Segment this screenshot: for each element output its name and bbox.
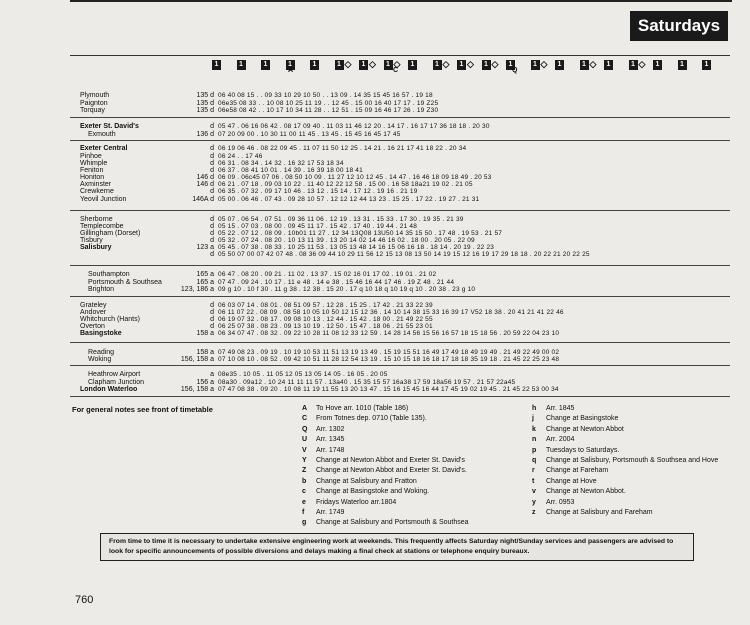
station-name: Plymouth bbox=[80, 92, 110, 99]
footnote bbox=[532, 446, 718, 456]
footnote-text: Arr. 1749 bbox=[316, 509, 345, 517]
footnote bbox=[302, 435, 469, 445]
column-letter: Q bbox=[512, 67, 518, 74]
table-ref: 158 a bbox=[196, 349, 214, 356]
table-ref: d bbox=[210, 230, 214, 237]
station-name: Basingstoke bbox=[80, 330, 122, 337]
row-times: 05 47 . 06 16 06 42 . 08 17 09 40 . 11 03 11 46 12 20 . 14 17 . 16 17 17 36 18 18 . 20 30 bbox=[218, 123, 490, 130]
row-group-separator bbox=[70, 296, 730, 297]
row-times: 06e35 08 33 . . 10 08 10 25 11 19 . . 12 45 . 15 00 16 40 17 17 . 19 Z25 bbox=[218, 100, 439, 107]
footnote-key: b bbox=[302, 477, 307, 485]
footnote-key: g bbox=[302, 519, 307, 527]
table-ref: 146A d bbox=[192, 196, 214, 203]
footnote bbox=[302, 498, 469, 508]
row-group-separator bbox=[70, 210, 730, 211]
footnote-key: Z bbox=[302, 467, 307, 475]
row-group-separator bbox=[70, 396, 730, 397]
station-name: Gillingham (Dorset) bbox=[80, 230, 141, 237]
footnote-key: C bbox=[302, 415, 308, 423]
footnotes-left bbox=[302, 404, 469, 529]
table-ref: 136 d bbox=[196, 131, 214, 138]
row-times: 06 09 . 06c45 07 06 . 08 50 10 09 . 11 27 12 10 12 45 . 14 47 . 16 46 18 09 18 49 . 20 53 bbox=[218, 174, 492, 181]
footnote bbox=[302, 404, 469, 414]
station-name: Andover bbox=[80, 309, 107, 316]
table-ref: 123, 186 a bbox=[180, 286, 214, 293]
table-ref: 123 a bbox=[196, 244, 214, 251]
footnote-key: Y bbox=[302, 457, 307, 465]
row-times: 07 47 . 09 24 . 10 17 . 11 e 48 . 14 e 38 . 15 46 16 44 17 46 . 19 Z 48 . 21 44 bbox=[218, 279, 455, 286]
footnote bbox=[532, 498, 718, 508]
footnote bbox=[302, 477, 469, 487]
row-times: 05 07 . 06 54 . 07 51 . 09 36 11 06 . 12 19 . 13 31 . 15 33 . 17 30 . 19 35 . 21 39 bbox=[218, 216, 464, 223]
table-ref: 135 d bbox=[196, 107, 214, 114]
station-name: Crewkerne bbox=[80, 188, 114, 195]
row-times: 06 40 08 15 . . 09 33 10 29 10 50 . . 13 09 . 14 35 15 45 16 57 . 19 18 bbox=[218, 92, 433, 99]
page-number: 760 bbox=[75, 594, 94, 606]
footnote bbox=[302, 446, 469, 456]
footnote bbox=[532, 508, 718, 518]
station-name: Paignton bbox=[80, 100, 108, 107]
station-name: Grateley bbox=[80, 302, 107, 309]
footnote-key: e bbox=[302, 498, 306, 506]
column-symbol: 1 bbox=[604, 60, 613, 70]
row-times: 09 g 10 . 10 f 30 . 11 g 38 . 12 38 . 15 20 . 17 q 10 18 q 10 19 q 10 . 20 38 . 23 g 10 bbox=[218, 286, 476, 293]
station-name: Pinhoe bbox=[80, 153, 102, 160]
footnote-text: Arr. 0953 bbox=[546, 498, 575, 506]
row-times: 06 24 . . 17 46 bbox=[218, 153, 263, 160]
table-ref: a bbox=[210, 371, 214, 378]
station-name: Brighton bbox=[88, 286, 115, 293]
table-ref: d bbox=[210, 160, 214, 167]
footnote-key: p bbox=[532, 446, 537, 454]
footnote-key: q bbox=[532, 457, 537, 465]
row-times: 06 37 . 08 41 10 01 . 14 39 . 16 39 18 00 18 41 bbox=[218, 167, 363, 174]
station-name: Exmouth bbox=[88, 131, 116, 138]
footnote-key: z bbox=[532, 509, 536, 517]
footnote bbox=[302, 414, 469, 424]
footnote-key: y bbox=[532, 498, 536, 506]
top-rule bbox=[70, 0, 732, 2]
row-times: 05 32 . 07 24 . 08 20 . 10 13 11 39 . 13 20 14 02 14 46 16 02 . 18 00 . 20 05 . 22 09 bbox=[218, 237, 475, 244]
station-name: Whitchurch (Hants) bbox=[80, 316, 140, 323]
station-name: Yeovil Junction bbox=[80, 196, 127, 203]
row-group-separator bbox=[70, 365, 730, 366]
footnote bbox=[302, 518, 469, 528]
station-name: Sherborne bbox=[80, 216, 113, 223]
day-banner: Saturdays bbox=[630, 11, 728, 41]
station-name: Tisbury bbox=[80, 237, 103, 244]
footnote bbox=[532, 425, 718, 435]
footnote-text: Arr. 1748 bbox=[316, 446, 345, 454]
row-group-separator bbox=[70, 265, 730, 266]
column-letter: A bbox=[288, 67, 294, 74]
footnote-text: To Hove arr. 1010 (Table 186) bbox=[316, 405, 409, 412]
footnote-text: Change at Hove bbox=[546, 477, 597, 485]
table-ref: 156, 158 a bbox=[180, 356, 214, 363]
table-ref: d bbox=[210, 188, 214, 195]
station-name: Templecombe bbox=[80, 223, 124, 230]
column-symbol: 1 bbox=[506, 60, 515, 70]
table-ref: d bbox=[210, 309, 214, 316]
footnote-text: Arr. 1345 bbox=[316, 436, 345, 444]
row-times: 05 00 . 06 46 . 07 43 . 09 28 10 57 . 12 12 12 44 13 23 . 15 25 . 17 22 . 19 27 . 21 31 bbox=[218, 196, 480, 203]
row-times: 06 21 . 07 18 . 09 03 10 22 . 11 40 12 22 12 58 . 15 00 . 16 58 18a21 19 02 . 21 05 bbox=[218, 181, 473, 188]
table-ref: d bbox=[210, 145, 214, 152]
row-group-separator bbox=[70, 342, 730, 343]
column-symbol: 1 bbox=[678, 60, 687, 70]
footnote-text: From Totnes dep. 0710 (Table 135). bbox=[316, 415, 427, 423]
footnote bbox=[302, 466, 469, 476]
column-symbol: 1 ◇ bbox=[531, 60, 540, 70]
column-symbol: 1 ◇ bbox=[629, 60, 638, 70]
footnote bbox=[302, 425, 469, 435]
footnote-key: h bbox=[532, 405, 537, 412]
table-ref: 156, 158 a bbox=[180, 386, 214, 393]
footnote bbox=[532, 466, 718, 476]
footnote-key: j bbox=[532, 415, 534, 423]
column-symbol: 1 bbox=[286, 60, 295, 70]
footnote-text: Arr. 2004 bbox=[546, 436, 575, 444]
footnote-text: Change at Newton Abbot and Exeter St. David's. bbox=[316, 467, 467, 475]
footnote bbox=[302, 487, 469, 497]
footnote-key: n bbox=[532, 436, 537, 444]
table-ref: d bbox=[210, 153, 214, 160]
row-times: 07 20 09 00 . 10 30 11 00 11 45 . 13 45 . 15 45 16 45 17 45 bbox=[218, 131, 401, 138]
station-name: Heathrow Airport bbox=[88, 371, 141, 378]
table-ref: 156 a bbox=[196, 379, 214, 386]
footnote-key: t bbox=[532, 477, 535, 485]
station-name: Overton bbox=[80, 323, 105, 330]
footnotes-right bbox=[532, 404, 718, 518]
row-times: 06 25 07 38 . 08 23 . 09 13 10 19 . 12 50 . 15 47 . 18 06 . 21 55 23 01 bbox=[218, 323, 433, 330]
table-ref: d bbox=[210, 323, 214, 330]
table-ref: 146 d bbox=[196, 181, 214, 188]
footnote-key: Q bbox=[302, 425, 308, 433]
footnote-key: f bbox=[302, 509, 305, 517]
row-times: 06 47 . 08 20 . 09 21 . 11 02 . 13 37 . 15 02 16 01 17 02 . 19 01 . 21 02 bbox=[218, 271, 437, 278]
row-times: 05 15 . 07 03 . 08 00 . 09 45 11 17 . 15 42 . 17 40 . 19 44 . 21 48 bbox=[218, 223, 418, 230]
row-times: 06 11 07 22 . 08 09 . 08 58 10 05 10 50 12 15 12 36 . 14 10 14 38 15 33 16 39 17 V52 18 38 . 20 41 21 41 22 46 bbox=[218, 309, 564, 316]
column-symbol: 1 bbox=[310, 60, 319, 70]
station-name: Exeter St. David's bbox=[80, 123, 139, 130]
footnote bbox=[532, 404, 718, 414]
column-symbol: 1 bbox=[702, 60, 711, 70]
row-times: 06e58 08 42 . . 10 17 10 34 11 28 . . 12 51 . 15 09 16 46 17 26 . 19 Z30 bbox=[218, 107, 439, 114]
footnote-key: U bbox=[302, 436, 308, 444]
station-name: Southampton bbox=[88, 271, 130, 278]
station-name: Portsmouth & Southsea bbox=[88, 279, 162, 286]
footnote-text: Change at Newton Abbot and Exeter St. David's bbox=[316, 457, 465, 465]
footnote-text: Change at Salisbury, Portsmouth & Southsea and Hove bbox=[546, 457, 719, 465]
footnote bbox=[532, 414, 718, 424]
footnote-key: k bbox=[532, 425, 536, 433]
row-times: 05 50 07 00 07 42 07 48 . 08 36 09 44 10 29 11 56 12 15 13 08 13 50 14 19 15 12 16 19 17 29 18 18 . 20 22 21 20 22 25 bbox=[218, 251, 590, 258]
row-times: 06 19 07 32 . 08 17 . 09 08 10 13 . 12 44 . 15 42 . 18 00 . 21 49 22 55 bbox=[218, 316, 433, 323]
row-times: 05 45 . 07 38 . 08 33 . 10 25 11 53 . 13 05 13 48 14 16 15 06 16 18 . 18 14 . 20 19 . 22 23 bbox=[218, 244, 495, 251]
table-ref: d bbox=[210, 316, 214, 323]
footnote-text: Arr. 1845 bbox=[546, 405, 575, 412]
column-symbol: 1 ◇ bbox=[384, 60, 393, 70]
footnote-text: Change at Basingstoke and Woking. bbox=[316, 488, 430, 496]
footnote-text: Change at Newton Abbot. bbox=[546, 488, 626, 496]
row-times: 06 34 07 47 . 08 32 . 09 22 10 28 11 08 12 33 12 59 . 14 28 14 56 15 56 16 57 18 15 18 56 . 20 59 22 04 23 10 bbox=[218, 330, 560, 337]
footnote-text: Change at Basingstoke bbox=[546, 415, 619, 423]
column-symbol: 1 bbox=[408, 60, 417, 70]
row-group-separator bbox=[70, 140, 730, 141]
table-ref: 135 d bbox=[196, 92, 214, 99]
column-symbol: 1 ◇ bbox=[335, 60, 344, 70]
row-times: 07 10 08 10 . 08 52 . 09 42 10 51 11 28 12 54 13 19 . 15 10 15 18 16 18 17 18 18 35 19 18 . 21 45 22 25 23 48 bbox=[218, 356, 560, 363]
row-times: 07 47 08 38 . 09 20 . 10 08 11 19 11 55 13 20 13 47 . 15 16 15 45 16 44 17 45 19 02 19 45 . 21 45 22 53 00 34 bbox=[218, 386, 559, 393]
table-ref: d bbox=[210, 123, 214, 130]
footnote-key: c bbox=[302, 488, 306, 496]
column-symbol: 1 bbox=[653, 60, 662, 70]
station-name: Honiton bbox=[80, 174, 105, 181]
row-times: 05 22 . 07 12 . 08 09 . 10b01 11 27 . 12 34 13Q08 13U50 14 35 15 50 . 17 48 . 19 53 . 21 57 bbox=[218, 230, 503, 237]
station-name: Feniton bbox=[80, 167, 104, 174]
column-symbol: 1 bbox=[212, 60, 221, 70]
footnote-text: Arr. 1302 bbox=[316, 425, 345, 433]
station-name: London Waterloo bbox=[80, 386, 138, 393]
table-ref: 146 d bbox=[196, 174, 214, 181]
station-name: Whimple bbox=[80, 160, 108, 167]
station-name: Torquay bbox=[80, 107, 105, 114]
column-symbol: 1 bbox=[555, 60, 564, 70]
footnote-text: Change at Salisbury and Fratton bbox=[316, 477, 417, 485]
footnote bbox=[532, 487, 718, 497]
footnote-key: V bbox=[302, 446, 307, 454]
footnote-text: Change at Salisbury and Portsmouth & Southsea bbox=[316, 519, 469, 527]
column-symbol: 1 ◇ bbox=[359, 60, 368, 70]
footnote-text: Change at Fareham bbox=[546, 467, 609, 475]
table-ref: d bbox=[210, 302, 214, 309]
table-ref: 158 a bbox=[196, 330, 214, 337]
footnote bbox=[532, 456, 718, 466]
row-times: 08a30 . 09a12 . 10 24 11 11 11 57 . 13a40 . 15 35 15 57 16a38 17 59 18a56 19 57 . 21 57 22a45 bbox=[218, 379, 516, 386]
footnote bbox=[302, 456, 469, 466]
table-ref: d bbox=[210, 216, 214, 223]
table-ref: d bbox=[210, 251, 214, 258]
engineering-notice: From time to time it is necessary to undertake extensive engineering work at weekends. This frequently affects Saturday night/Sunday services and passengers are advised to look for specific announcements of possible diversions and delays making a final check at stations or telephone enquiry bureaux. bbox=[100, 533, 694, 561]
column-symbol: 1 ◇ bbox=[482, 60, 491, 70]
station-name: Clapham Junction bbox=[88, 379, 145, 386]
column-symbol: 1 ◇ bbox=[580, 60, 589, 70]
table-ref: d bbox=[210, 237, 214, 244]
table-ref: 135 d bbox=[196, 100, 214, 107]
footnote-text: Tuesdays to Saturdays. bbox=[546, 446, 620, 454]
station-name: Exeter Central bbox=[80, 145, 128, 152]
row-times: 06 03 07 14 . 08 01 . 08 51 09 57 . 12 28 . 15 25 . 17 42 . 21 33 22 39 bbox=[218, 302, 433, 309]
footnote-text: Change at Salisbury and Fareham bbox=[546, 509, 653, 517]
station-name: Axminster bbox=[80, 181, 112, 188]
footnote-key: v bbox=[532, 488, 536, 496]
footnote-text: Change at Newton Abbot bbox=[546, 425, 624, 433]
column-symbol: 1 ◇ bbox=[433, 60, 442, 70]
column-symbol: 1 bbox=[261, 60, 270, 70]
column-letter: C bbox=[393, 67, 399, 74]
column-symbol: 1 bbox=[237, 60, 246, 70]
row-times: 07 49 08 23 . 09 19 . 10 19 10 53 11 51 13 19 13 49 . 15 19 15 51 16 49 17 49 18 49 19 49 . 21 49 22 49 00 02 bbox=[218, 349, 560, 356]
table-ref: d bbox=[210, 167, 214, 174]
table-ref: d bbox=[210, 223, 214, 230]
station-name: Reading bbox=[88, 349, 115, 356]
footnote bbox=[302, 508, 469, 518]
footnote bbox=[532, 477, 718, 487]
row-group-separator bbox=[70, 117, 730, 118]
station-name: Woking bbox=[88, 356, 112, 363]
column-symbol: 1 ◇ bbox=[457, 60, 466, 70]
row-times: 08e35 . 10 05 . 11 05 12 05 13 05 14 05 . 16 05 . 20 05 bbox=[218, 371, 388, 378]
footnote-key: r bbox=[532, 467, 535, 475]
footnote bbox=[532, 435, 718, 445]
row-times: 06 35 . 07 32 . 09 17 10 46 . 13 12 . 15 14 . 17 12 . 19 16 . 21 19 bbox=[218, 188, 418, 195]
row-times: 06 19 06 46 . 08 22 09 45 . 11 07 11 50 12 25 . 14 21 . 16 21 17 41 18 22 . 20 34 bbox=[218, 145, 467, 152]
row-times: 06 31 . 08 34 . 14 32 . 16 32 17 53 18 34 bbox=[218, 160, 344, 167]
footnote-key: A bbox=[302, 405, 308, 412]
station-name: Salisbury bbox=[80, 244, 112, 251]
footnote-text: Fridays Waterloo arr.1804 bbox=[316, 498, 397, 506]
table-ref: 165 a bbox=[196, 279, 214, 286]
general-note: For general notes see front of timetable bbox=[72, 405, 213, 414]
table-ref: 165 a bbox=[196, 271, 214, 278]
